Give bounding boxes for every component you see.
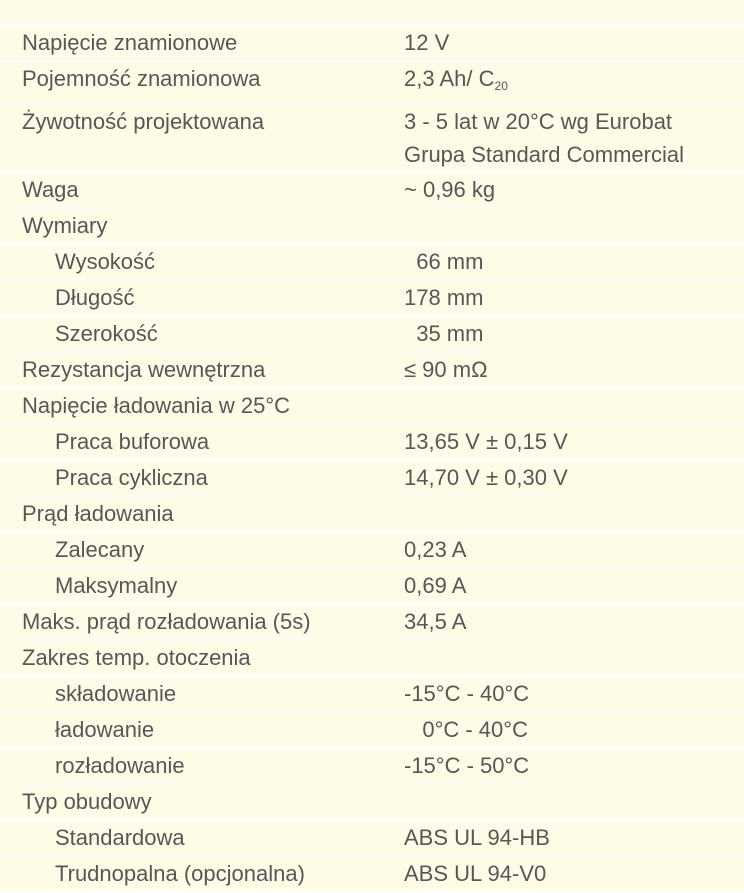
table-row [0,640,744,676]
battery-spec-table [0,24,744,893]
row-label: Żywotność projektowana [0,104,404,172]
row-label: składowanie [0,676,404,712]
table-row [0,61,744,104]
row-label: Trudnopalna (opcjonalna) [0,856,404,892]
table-row [0,532,744,568]
row-label: Napięcie ładowania w 25°C [0,388,404,424]
row-label: rozładowanie [0,748,404,784]
row-value [404,784,744,820]
row-value: ≤ 90 mΩ [404,352,744,388]
row-value: 0,23 A [404,532,744,568]
row-label: ładowanie [0,712,404,748]
row-value: 14,70 V ± 0,30 V [404,460,744,496]
row-value: 34,5 A [404,604,744,640]
row-value: 13,65 V ± 0,15 V [404,424,744,460]
table-row [0,748,744,784]
row-value: 35 mm [404,321,484,346]
row-value: ABS UL 94-HB [404,820,744,856]
row-label: Szerokość [0,316,404,352]
table-row [0,208,744,244]
row-label: Pojemność znamionowa [0,61,404,104]
table-row [0,568,744,604]
row-label: Maks. prąd rozładowania (5s) [0,604,404,640]
table-row [0,352,744,388]
row-value [404,496,744,532]
row-value: -15°C - 40°C [404,676,744,712]
row-label: Waga [0,172,404,208]
table-row [0,460,744,496]
row-label: Wysokość [0,244,404,280]
table-row [0,820,744,856]
table-row [0,712,744,748]
capacity-value: 2,3 Ah/ C [404,66,495,91]
table-row [0,104,744,172]
row-label: Zakres temp. otoczenia [0,640,404,676]
row-label: Napięcie znamionowe [0,25,404,61]
table-row [0,424,744,460]
capacity-subscript: 20 [494,79,508,93]
row-label: Typ obudowy [0,784,404,820]
row-label: Długość [0,280,404,316]
table-row [0,784,744,820]
design-life-line-1: 3 - 5 lat w 20°C wg Eurobat [404,109,673,134]
row-value: 178 mm [404,280,744,316]
row-label: Praca buforowa [0,424,404,460]
row-label: Rezystancja wewnętrzna [0,352,404,388]
row-label: Prąd ładowania [0,496,404,532]
table-row [0,25,744,61]
row-value [404,104,744,172]
row-label: Standardowa [0,820,404,856]
table-row [0,244,744,280]
table-row [0,856,744,892]
row-value [404,61,744,104]
table-row [0,496,744,532]
table-row [0,676,744,712]
row-value [404,388,744,424]
table-row [0,280,744,316]
table-row [0,172,744,208]
row-value: 0°C - 40°C [404,717,528,742]
row-label: Praca cykliczna [0,460,404,496]
row-value [404,640,744,676]
table-row [0,316,744,352]
row-value: ~ 0,96 kg [404,172,744,208]
row-label: Maksymalny [0,568,404,604]
table-row [0,604,744,640]
row-value: 66 mm [404,249,484,274]
row-value [404,208,744,244]
row-label: Wymiary [0,208,404,244]
design-life-line-2: Grupa Standard Commercial [404,142,685,167]
row-value: 12 V [404,25,744,61]
row-value: 0,69 A [404,568,744,604]
row-value: ABS UL 94-V0 [404,856,744,892]
table-row [0,388,744,424]
row-label: Zalecany [0,532,404,568]
row-value: -15°C - 50°C [404,748,744,784]
